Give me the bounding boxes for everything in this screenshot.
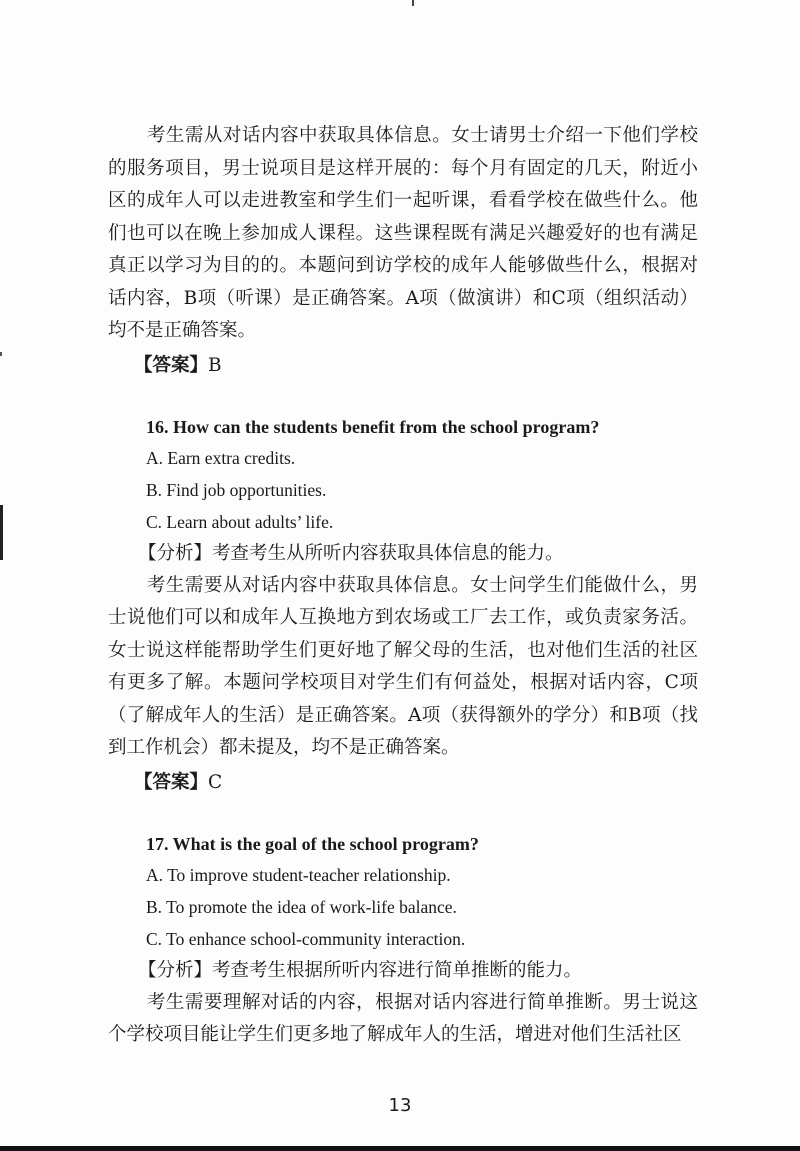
option-c: C. Learn about adults’ life. bbox=[146, 511, 334, 532]
question-title: 17. What is the goal of the school program? bbox=[146, 833, 479, 854]
analysis-intro: 考查考生根据所听内容进行简单推断的能力。 bbox=[212, 959, 583, 981]
scan-mark bbox=[412, 0, 414, 6]
answer-label: 【答案】 bbox=[134, 771, 209, 793]
scan-bottom-edge bbox=[0, 1146, 800, 1151]
answer-line bbox=[108, 350, 698, 382]
option-c: C. To enhance school-community interaction. bbox=[146, 928, 466, 949]
option-b: B. To promote the idea of work-life balance. bbox=[146, 896, 457, 917]
option-b: B. Find job opportunities. bbox=[146, 479, 327, 500]
analysis-label: 【分析】 bbox=[138, 959, 213, 981]
analysis-intro: 考查考生从所听内容获取具体信息的能力。 bbox=[212, 542, 564, 564]
analysis-heading bbox=[108, 538, 698, 570]
option-a: A. Earn extra credits. bbox=[146, 447, 296, 468]
page-content bbox=[108, 120, 698, 1052]
analysis-paragraph: 考生需要从对话内容中获取具体信息。女士问学生们能做什么，男士说他们可以和成年人互换地方到农场或工厂去工作，或负责家务活。女士说这样能帮助学生们更好地了解父母的生活，也对他们生活的社区有更多了解。本题问学校项目对学生们有何益处，根据对话内容，C项（了解成年人的生活）是正确答案。A项（获得额外的学分）和B项（找到工作机会）都未提及，均不是正确答案。 bbox=[108, 574, 698, 758]
answer-line bbox=[108, 767, 698, 799]
analysis-paragraph: 考生需要理解对话的内容，根据对话内容进行简单推断。男士说这个学校项目能让学生们更多地了解成年人的生活，增进对他们生活社区 bbox=[108, 991, 698, 1045]
analysis-paragraph: 考生需从对话内容中获取具体信息。女士请男士介绍一下他们学校的服务项目，男士说项目是这样开展的：每个月有固定的几天，附近小区的成年人可以走进教室和学生们一起听课，看看学校在做些什么。他们也可以在晚上参加成人课程。这些课程既有满足兴趣爱好的也有满足真正以学习为目的的。本题问到访学校的成年人能够做些什么，根据对话内容，B项（听课）是正确答案。A项（做演讲）和C项（组织活动）均不是正确答案。 bbox=[108, 125, 698, 341]
analysis-label: 【分析】 bbox=[138, 542, 213, 564]
scan-mark bbox=[0, 352, 2, 356]
analysis-heading bbox=[108, 955, 698, 987]
question-title: 16. How can the students benefit from the school program? bbox=[146, 416, 600, 437]
answer-label: 【答案】 bbox=[134, 354, 209, 376]
answer-value: C bbox=[208, 771, 223, 793]
scan-edge bbox=[0, 505, 3, 560]
option-a: A. To improve student-teacher relationship. bbox=[146, 864, 451, 885]
page-number: 13 bbox=[388, 1095, 412, 1116]
answer-value: B bbox=[208, 354, 222, 376]
